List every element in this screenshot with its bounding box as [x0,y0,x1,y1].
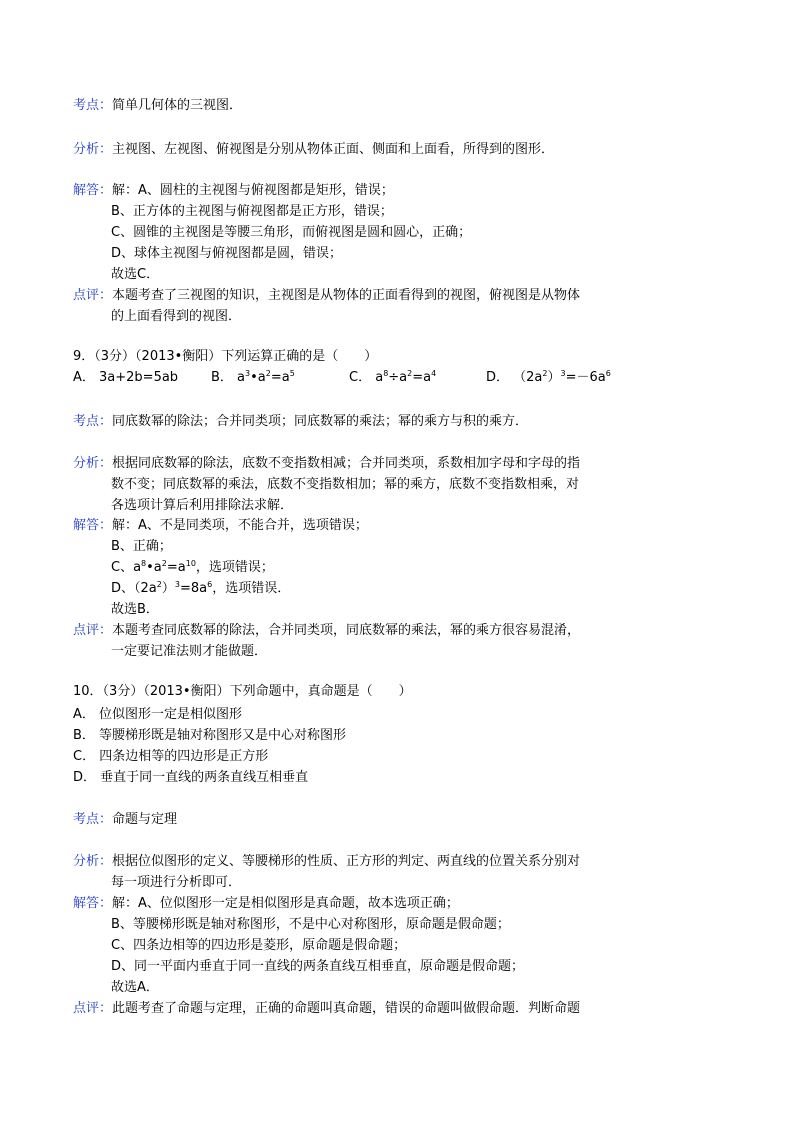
q10-kaodian-line [73,811,177,829]
q9-jieda-line: 故选B． [111,602,159,617]
q10-option-d: D． 垂直于同一直线的两条直线互相垂直 [73,770,309,785]
q9-fenxi-text: 根据同底数幂的除法，底数不变指数相减；合并同类项，系数相加字母和字母的指 [112,456,581,471]
q9-kaodian-text: 同底数幂的除法；合并同类项；同底数幂的乘法；幂的乘方与积的乘方． [112,414,529,429]
label-jieda: 解答： [73,896,113,911]
q10-option-c: C． 四条边相等的四边形是正方形 [73,749,269,764]
q10-option-a: A． 位似图形一定是相似图形 [73,707,243,722]
q8-dianping-line: 的上面看得到的视图． [111,309,242,324]
q10-jieda-line [73,895,459,913]
q10-kaodian-text: 命题与定理 [112,812,178,827]
q9-dianping-line: 一定要记准法则才能做题． [111,644,268,659]
label-kaodian: 考点： [73,812,113,827]
q8-dianping-line [73,287,580,305]
q9-options [73,369,633,387]
q8-jieda-text: 解：A、圆柱的主视图与俯视图都是矩形，错误； [112,183,394,198]
q9-jieda-line: B、正确； [111,539,172,554]
q8-kaodian-line [73,97,242,115]
q9-option-a: A． 3a+2b=5ab [73,370,179,385]
label-fenxi: 分析： [73,142,113,157]
q9-fenxi-line: 数不变；同底数幂的乘法，底数不变指数相加；幂的乘方，底数不变指数相乘，对 [111,477,580,492]
q10-option-b: B． 等腰梯形既是轴对称图形又是中心对称图形 [73,728,347,743]
label-kaodian: 考点： [73,98,113,113]
q10-jieda-line: C、四条边相等的四边形是菱形，原命题是假命题； [111,938,407,953]
q9-jieda-text: 解：A、不是同类项，不能合并，选项错误； [112,518,368,533]
label-fenxi: 分析： [73,456,113,471]
q10-fenxi-line [73,853,580,871]
q10-jieda-line: B、等腰梯形既是轴对称图形，不是中心对称图形，原命题是假命题； [111,917,510,932]
q9-fenxi-line [73,455,580,473]
q10-jieda-text: 解：A、位似图形一定是相似图形是真命题，故本选项正确； [112,896,459,911]
q10-dianping-text: 此题考查了命题与定理，正确的命题叫真命题，错误的命题叫做假命题．判断命题 [112,1001,581,1016]
q10-jieda-line: D、同一平面内垂直于同一直线的两条直线互相垂直，原命题是假命题； [111,959,525,974]
q10-jieda-line: 故选A． [111,980,159,995]
q9-option-b: B． $a^3•a^2=a^5$ [211,369,295,385]
label-dianping: 点评： [73,1001,113,1016]
q10-fenxi-text: 根据位似图形的定义、等腰梯形的性质、正方形的判定、两直线的位置关系分别对 [112,854,581,869]
q8-dianping-text: 本题考查了三视图的知识，主视图是从物体的正面看得到的视图，俯视图是从物体 [112,288,581,303]
q10-stem: 10．（3分）（2013•衡阳）下列命题中，真命题是（ ） [73,684,412,699]
q10-dianping-line [73,1000,580,1018]
q8-jieda-line: B、正方体的主视图与俯视图都是正方形，错误； [111,204,393,219]
label-dianping: 点评： [73,288,113,303]
q9-fenxi-line: 各选项计算后利用排除法求解． [111,498,294,513]
q8-jieda-line: C、圆锥的主视图是等腰三角形，而俯视图是圆和圆心，正确； [111,225,472,240]
label-kaodian: 考点： [73,414,113,429]
q8-fenxi-text: 主视图、左视图、俯视图是分别从物体正面、侧面和上面看，所得到的图形． [112,142,555,157]
label-jieda: 解答： [73,183,113,198]
q9-jieda-line [73,517,368,535]
q10-fenxi-line: 每一项进行分析即可． [111,875,242,890]
label-jieda: 解答： [73,518,113,533]
q9-stem: 9．（3分）（2013•衡阳）下列运算正确的是（ ） [73,349,378,364]
q9-jieda-line: C、$a^8•a^2=a^{10}$，选项错误； [111,559,274,575]
q9-kaodian-line [73,413,528,431]
label-fenxi: 分析： [73,854,113,869]
q8-jieda-line: D、球体主视图与俯视图都是圆，错误； [111,246,343,261]
label-dianping: 点评： [73,623,113,638]
q8-jieda-line: 故选C． [111,267,160,282]
q9-dianping-line [73,622,580,640]
q9-option-d: D． $(2a^2)^3=-6a^6$ [486,369,611,385]
q8-jieda-line [73,182,394,200]
q8-fenxi-line [73,141,554,159]
q9-option-c: C． $a^8\div a^2=a^4$ [349,369,437,385]
q9-dianping-text: 本题考查同底数幂的除法，合并同类项，同底数幂的乘法，幂的乘方很容易混淆， [112,623,581,638]
q9-jieda-line: D、$(2a^2)^3=8a^6$，选项错误． [111,580,291,596]
q8-kaodian-text: 简单几何体的三视图． [112,98,243,113]
